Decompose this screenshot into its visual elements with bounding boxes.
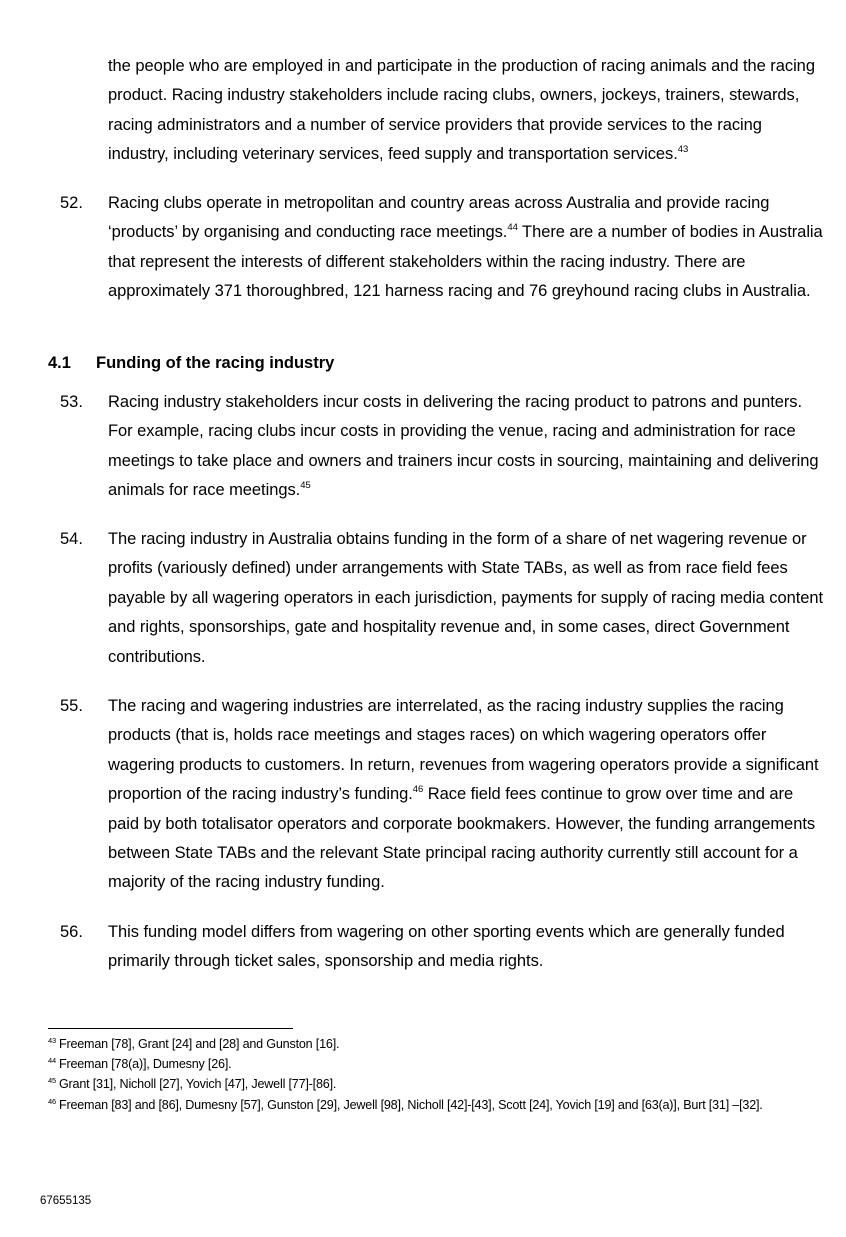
- footnote-46: [48, 1098, 823, 1113]
- paragraph-text: There are a number of bodies in Australia that represent the interests of different stakeholders within the racing industry. There are approximately 371 thoroughbred, 121 harness racing and 76 greyhound racing clubs in Australia.: [108, 223, 823, 301]
- paragraph-number-52: 52.: [60, 194, 83, 212]
- paragraph-text: Race field fees continue to grow over time and are paid by both totalisator operators and corporate bookmakers. However, the funding arrangements between State TABs and the relevant State principal racing authority currently still account for a majority of the racing industry funding.: [108, 785, 816, 892]
- paragraph-54: [108, 525, 824, 672]
- footnote-43: [48, 1037, 823, 1052]
- footnote-separator: [48, 1028, 293, 1029]
- footnote-ref-46[interactable]: 46: [412, 784, 424, 796]
- paragraph-number-53: 53.: [60, 393, 83, 411]
- footnote-text: Freeman [78], Grant [24] and [28] and Gunston [16].: [58, 1037, 340, 1051]
- paragraph-56: [108, 918, 824, 977]
- footnote-text: Freeman [78(a)], Dumesny [26].: [58, 1057, 232, 1071]
- paragraph-55: [108, 692, 824, 898]
- section-title: Funding of the racing industry: [96, 354, 335, 372]
- section-number: 4.1: [48, 354, 71, 372]
- paragraph-text: the people who are employed in and participate in the production of racing animals and the racing product. Racing industry stakeholders include racing clubs, owners, jockeys, trainers, stewards, racing administrators and a number of service providers that provide services to the racing industry, including veterinary services, feed supply and transportation services.: [108, 57, 815, 164]
- footnote-mark: 44: [48, 1056, 56, 1065]
- paragraph-number-56: 56.: [60, 923, 83, 941]
- footnote-text: Freeman [83] and [86], Dumesny [57], Gunston [29], Jewell [98], Nicholl [42]-[43], Scott [24], Yovich [19] and [63(a)], Burt [31] –[32].: [58, 1098, 763, 1112]
- paragraph-52: [108, 189, 824, 307]
- footnote-mark: 46: [48, 1097, 56, 1106]
- footnote-ref-45[interactable]: 45: [300, 480, 311, 492]
- footnote-text: Grant [31], Nicholl [27], Yovich [47], Jewell [77]-[86].: [58, 1077, 337, 1091]
- paragraph-text: Racing clubs operate in metropolitan and country areas across Australia and provide racing ‘products’ by organising and conducting race meetings.: [108, 194, 770, 242]
- paragraph-text: The racing and wagering industries are interrelated, as the racing industry supplies the racing products (that is, holds race meetings and stages races) on which wagering operators offer wagering products to customers. In return, revenues from wagering operators provide a significant proportion of the racing industry’s funding.: [108, 697, 819, 804]
- document-id: 67655135: [40, 1195, 92, 1207]
- footnote-mark: 43: [48, 1036, 56, 1045]
- paragraph-text: Racing industry stakeholders incur costs in delivering the racing product to patrons and punters. For example, racing clubs incur costs in providing the venue, racing and administration for race meetings to take place and owners and trainers incur costs in sourcing, maintaining and delivering animals for race meetings.: [108, 393, 819, 500]
- paragraph-continued: [108, 52, 824, 170]
- footnote-44: [48, 1057, 823, 1072]
- paragraph-number-55: 55.: [60, 697, 83, 715]
- paragraph-53: [108, 388, 824, 506]
- paragraph-number-54: 54.: [60, 530, 83, 548]
- paragraph-text: The racing industry in Australia obtains funding in the form of a share of net wagering revenue or profits (variously defined) under arrangements with State TABs, as well as from race field fees payable by all wagering operators in each jurisdiction, payments for supply of racing media content and rights, sponsorships, gate and hospitality revenue and, in some cases, direct Government contributions.: [108, 530, 824, 666]
- paragraph-text: This funding model differs from wagering on other sporting events which are generally funded primarily through ticket sales, sponsorship and media rights.: [108, 923, 785, 971]
- footnote-ref-43[interactable]: 43: [677, 144, 689, 156]
- footnote-45: [48, 1077, 823, 1092]
- footnote-ref-44[interactable]: 44: [507, 222, 518, 234]
- section-heading: [48, 351, 334, 375]
- footnote-mark: 45: [48, 1076, 56, 1085]
